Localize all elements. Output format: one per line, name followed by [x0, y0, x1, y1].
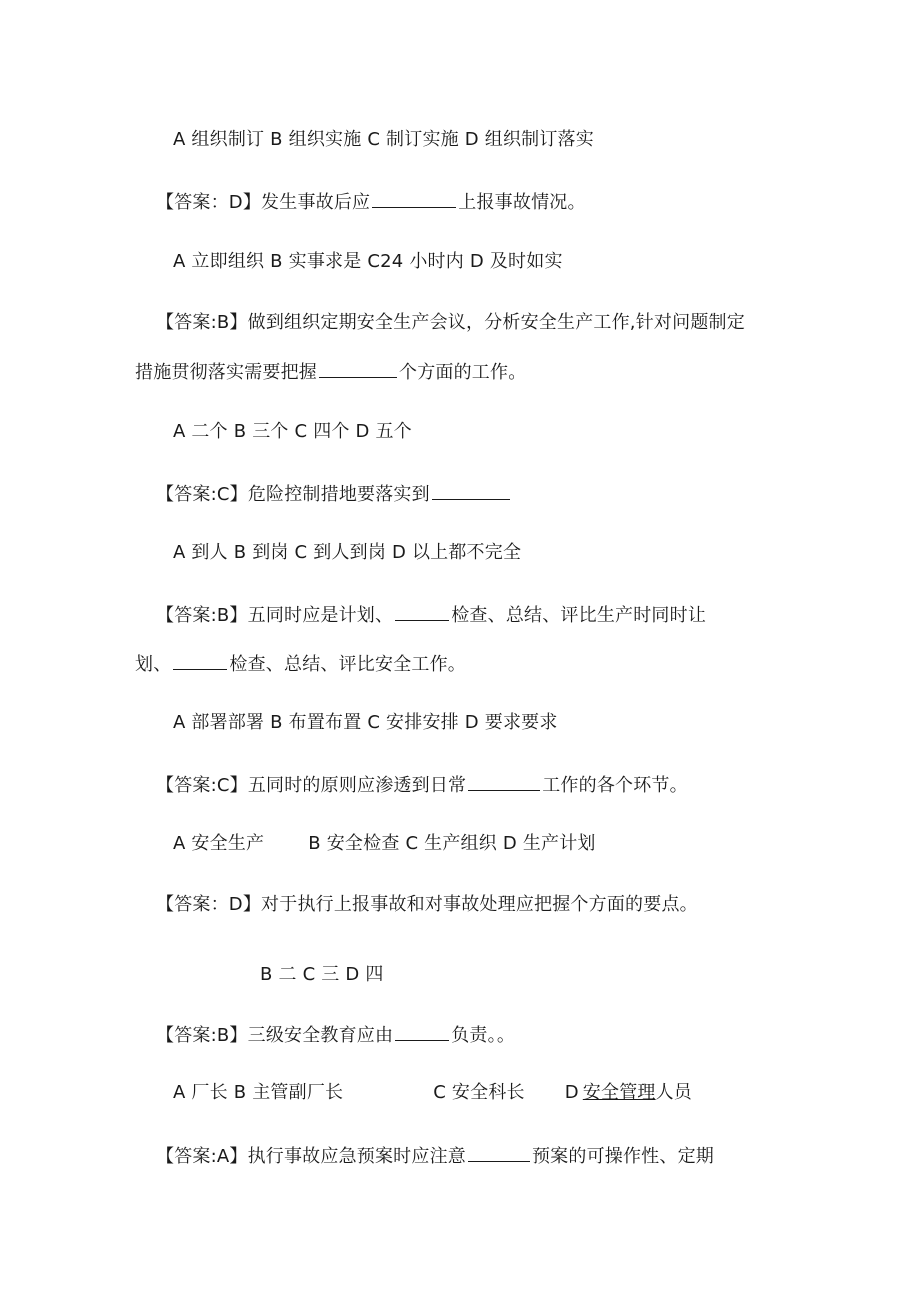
options-line-8: [173, 541, 521, 565]
fill-in-blank: [432, 481, 510, 500]
fill-in-blank: [372, 189, 456, 208]
answer-text: 【答案:B】做到组织定期安全生产会议，分析安全生产工作,针对问题制定: [156, 312, 745, 333]
options-text: A 立即组织 B 实事求是 C24 小时内 D 及时如实: [173, 251, 563, 272]
options-text: A 厂长 B 主管副厂长: [173, 1082, 344, 1103]
question-continuation-line-5: [135, 359, 526, 385]
options-text: D: [564, 1082, 579, 1103]
options-line-3: [173, 250, 563, 274]
answer-question-line-4: [156, 311, 745, 335]
answer-text: 【答案:C】危险控制措地要落实到: [156, 484, 430, 505]
question-text: 措施贯彻落实需要把握: [135, 362, 317, 383]
question-text: 检查、总结、评比安全工作。: [229, 654, 467, 675]
answer-question-line-18: [156, 1143, 714, 1169]
question-continuation-line-10: [135, 651, 466, 677]
options-text: A 二个 B 三个 C 四个 D 五个: [173, 421, 412, 442]
fill-in-blank: [395, 602, 449, 621]
answer-question-line-2: [156, 189, 586, 215]
options-line-15: [260, 963, 384, 987]
question-text: 上报事故情况。: [458, 192, 586, 213]
options-line-6: [173, 420, 412, 444]
options-text: B 安全检查 C 生产组织 D 生产计划: [308, 833, 596, 854]
question-text: 检查、总结、评比生产时同时让: [451, 605, 707, 626]
fill-in-blank: [319, 359, 397, 378]
options-text: A 安全生产: [173, 833, 265, 854]
options-text: B 二 C 三 D 四: [260, 964, 384, 985]
fill-in-blank: [468, 1143, 530, 1162]
answer-text: 【答案：D】发生事故后应: [156, 192, 371, 213]
options-text: C 安全科长: [433, 1082, 525, 1103]
question-text: 划、: [135, 654, 172, 675]
options-line-11: [173, 711, 558, 735]
fill-in-blank: [395, 1022, 449, 1041]
answer-question-line-7: [156, 481, 512, 507]
fill-in-blank: [173, 651, 227, 670]
question-text: 负责。。: [451, 1025, 516, 1046]
answer-text: 【答案:A】执行事故应急预案时应注意: [156, 1146, 466, 1167]
answer-text: 【答案:B】三级安全教育应由: [156, 1025, 394, 1046]
options-line-17: [173, 1081, 692, 1105]
question-text: 预案的可操作性、定期: [531, 1146, 714, 1167]
options-text: A 组织制订 B 组织实施 C 制订实施 D 组织制订落实: [173, 129, 594, 150]
answer-text: 【答案：D】对于执行上报事故和对事故处理应把握个方面的要点。: [156, 894, 698, 915]
options-line-1: [173, 128, 594, 152]
answer-question-line-16: [156, 1022, 515, 1048]
options-text: A 到人 B 到岗 C 到人到岗 D 以上都不完全: [173, 542, 522, 563]
answer-text: 【答案:B】五同时应是计划、: [156, 605, 394, 626]
answer-text: 【答案:C】五同时的原则应渗透到日常: [156, 775, 467, 796]
question-text: 个方面的工作。: [399, 362, 527, 383]
options-text: A 部署部署 B 布置布置 C 安排安排 D 要求要求: [173, 712, 558, 733]
answer-question-line-12: [156, 772, 688, 798]
answer-question-line-9: [156, 602, 706, 628]
answer-question-line-14: [156, 893, 698, 917]
fill-in-blank: [468, 772, 540, 791]
underlined-text: 安全管理: [582, 1082, 656, 1103]
question-text: 工作的各个环节。: [542, 775, 688, 796]
options-text: 人员: [655, 1082, 693, 1103]
options-line-13: [173, 832, 596, 856]
